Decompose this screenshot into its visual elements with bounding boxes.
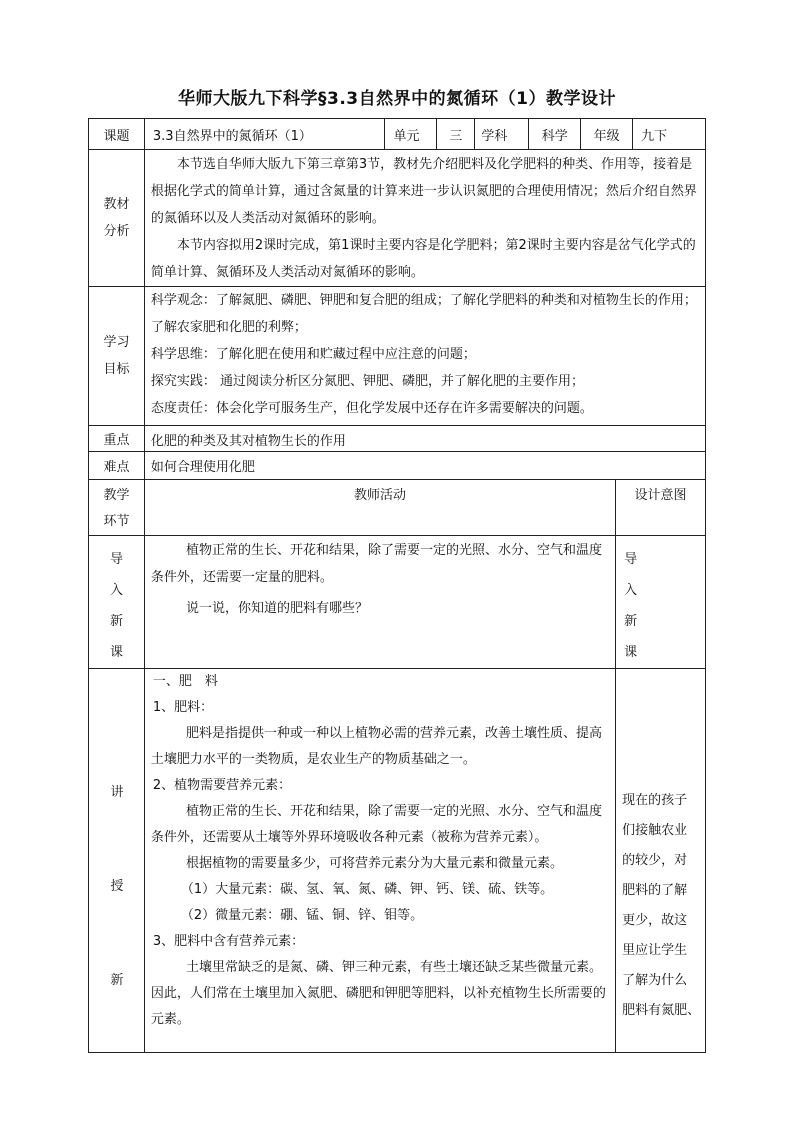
- intro-stage-char: 新: [109, 614, 123, 629]
- intro-paragraph-2: 说一说，你知道的肥料有哪些？: [186, 601, 369, 616]
- difficulty-value: 如何合理使用化肥: [144, 452, 705, 480]
- lecture-intent-line: 肥料的了解: [622, 883, 688, 898]
- stage-header-line2: 环节: [103, 514, 130, 529]
- objectives-label-line1: 学习: [103, 335, 130, 350]
- intro-stage-char: 导: [109, 552, 123, 567]
- objectives-label: [89, 287, 145, 426]
- objective-science-thinking: 科学思维：了解化肥在使用和贮藏过程中应注意的问题；: [150, 347, 476, 362]
- process-table: [88, 479, 706, 1053]
- intro-stage-char: 课: [109, 645, 123, 660]
- analysis-paragraph-2: 本节内容拟用2课时完成，第1课时主要内容是化学肥料；第2课时主要内容是岔气化学式的简单计算、氮循环及人类活动对氮循环的影响。: [150, 238, 696, 280]
- key-point-value: 化肥的种类及其对植物生长的作用: [144, 426, 705, 452]
- lecture-s2-item-trace: （2）微量元素：硼、锰、铜、锌、钼等。: [180, 908, 424, 923]
- lecture-s2-text: 植物正常的生长、开花和结果，除了需要一定的光照、水分、空气和温度条件外，还需要从土壤等外界环境吸收各种元素（被称为营养元素）。: [150, 804, 603, 845]
- lecture-s2-item-major: （1）大量元素：碳、氢、氧、氮、磷、钾、钙、镁、硫、铁等。: [180, 882, 554, 897]
- grade-value: 九下: [633, 119, 706, 150]
- analysis-label-line2: 分析: [103, 224, 130, 239]
- objective-inquiry-practice: 探究实践： 通过阅读分析区分氮肥、钾肥、磷肥，并了解化肥的主要作用；: [150, 374, 585, 389]
- intro-intent-char: 导: [624, 552, 638, 567]
- objective-attitude: 态度责任：体会化学可服务生产，但化学发展中还存在许多需要解决的问题。: [150, 401, 593, 416]
- intent-header: 设计意图: [616, 480, 706, 536]
- lecture-s2-text2: 根据植物的需要量多少，可将营养元素分为大量元素和微量元素。: [186, 856, 564, 871]
- intro-stage-char: 入: [109, 583, 123, 598]
- grade-label: 年级: [581, 119, 633, 150]
- difficulty-label: 难点: [89, 452, 145, 480]
- lecture-intent-line: 现在的孩子: [622, 793, 688, 808]
- lecture-intent-line: 们接触农业: [622, 823, 688, 838]
- intro-paragraph-1: 植物正常的生长、开花和结果，除了需要一定的光照、水分、空气和温度条件外，还需要一定量的肥料。: [150, 543, 603, 585]
- stage-header: [89, 480, 145, 536]
- topic-label: 课题: [89, 119, 145, 150]
- intro-intent-char: 入: [624, 583, 638, 598]
- document-title: 华师大版九下科学§3.3自然界中的氮循环（1）教学设计: [178, 89, 616, 109]
- key-point-label: 重点: [89, 426, 145, 452]
- subject-label: 学科: [475, 119, 529, 150]
- objectives-label-line2: 目标: [103, 362, 130, 377]
- lecture-s3-text: 土壤里常缺乏的是氮、磷、钾三种元素，有些土壤还缺乏某些微量元素。因此，人们常在土壤里加入氮肥、磷肥和钾肥等肥料，以补充植物生长所需要的元素。: [150, 960, 606, 1027]
- lecture-intent-line: 的较少，对: [622, 853, 688, 868]
- intro-intent-char: 新: [624, 614, 638, 629]
- analysis-label-line1: 教材: [103, 197, 130, 212]
- lecture-intent-line: 更少，故这: [622, 913, 688, 928]
- lecture-stage-char: 新: [110, 973, 124, 988]
- lecture-stage-char: 讲: [110, 785, 124, 800]
- lecture-stage-char: 授: [110, 879, 124, 894]
- info-table: [88, 118, 706, 480]
- intro-stage: [89, 536, 145, 669]
- unit-value: 三: [437, 119, 475, 150]
- lecture-stage: [89, 669, 145, 1053]
- lecture-intent-line: 肥料有氮肥、: [622, 1003, 701, 1018]
- analysis-label: [89, 150, 145, 287]
- unit-label: 单元: [385, 119, 437, 150]
- intro-intent: [616, 536, 706, 669]
- objectives-content: [144, 287, 705, 426]
- lecture-s3-title: 3、肥料中含有营养元素：: [152, 934, 305, 949]
- lecture-intent: [616, 669, 706, 1053]
- intro-activity: [144, 536, 615, 669]
- objective-science-concept: 科学观念：了解氮肥、磷肥、钾肥和复合肥的组成；了解化学肥料的种类和对植物生长的作用；了解农家肥和化肥的利弊；: [150, 293, 697, 335]
- lecture-s1-title: 1、肥料：: [152, 700, 214, 715]
- analysis-content: [144, 150, 705, 287]
- lecture-intent-line: 了解为什么: [622, 973, 688, 988]
- activity-header: 教师活动: [144, 480, 615, 536]
- stage-header-line1: 教学: [103, 488, 130, 503]
- lecture-intent-line: 里应让学生: [622, 943, 688, 958]
- subject-value: 科学: [529, 119, 581, 150]
- lecture-s1-text: 肥料是指提供一种或一种以上植物必需的营养元素，改善土壤性质、提高土壤肥力水平的一类物质，是农业生产的物质基础之一。: [150, 726, 603, 767]
- topic-value: 3.3自然界中的氮循环（1）: [144, 119, 385, 150]
- lecture-heading: 一、肥 料: [152, 674, 218, 689]
- lecture-activity: [144, 669, 615, 1053]
- intro-intent-char: 课: [624, 645, 638, 660]
- lecture-s2-title: 2、植物需要营养元素：: [152, 778, 292, 793]
- analysis-paragraph-1: 本节选自华师大版九下第三章第3节，教材先介绍肥料及化学肥料的种类、作用等，接着是根据化学式的简单计算，通过含氮量的计算来进一步认识氮肥的合理使用情况；然后介绍自然界的氮循环以及人类活动对氮循环的影响。: [150, 157, 697, 226]
